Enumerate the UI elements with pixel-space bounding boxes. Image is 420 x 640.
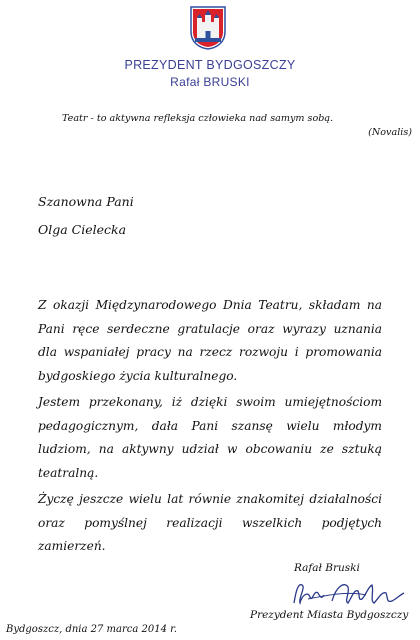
letter-paragraph-3: Życzę jeszcze wielu lat równie znakomitej działalności oraz pomyślnej realizacji wszelkich podjętych zamierzeń. — [38, 492, 382, 553]
signatory-title: Prezydent Miasta Bydgoszczy — [250, 609, 409, 621]
header-name: Rafał BRUSKI — [170, 75, 250, 89]
header-office: PREZYDENT BYDGOSZCZY — [124, 58, 296, 72]
letter-paragraph-2: Jestem przekonany, iż dzięki swoim umiejętnościom pedagogicznym, dała Pani szansę wielu młodym ludziom, na aktywny udział w obcowaniu ze sztuką teatralną. — [38, 395, 382, 480]
place-date: Bydgoszcz, dnia 27 marca 2014 r. — [6, 624, 177, 635]
letter-body — [38, 294, 382, 559]
signatory-name: Rafał Bruski — [294, 562, 360, 574]
city-crest-icon — [190, 6, 226, 50]
handwritten-signature-icon — [288, 573, 408, 613]
motto-quote: Teatr - to aktywna refleksja człowieka nad samym sobą. — [62, 113, 334, 124]
letter-paragraph-1: Z okazji Międzynarodowego Dnia Teatru, składam na Pani ręce serdeczne gratulacje oraz wyrazy uznania dla wspaniałej pracy na rzecz rozwoju i promowania bydgoskiego życia kulturalnego. — [38, 298, 382, 383]
salutation-line-2: Olga Cielecka — [38, 222, 127, 237]
motto-author: (Novalis) — [368, 127, 412, 138]
salutation-line-1: Szanowna Pani — [38, 194, 134, 209]
